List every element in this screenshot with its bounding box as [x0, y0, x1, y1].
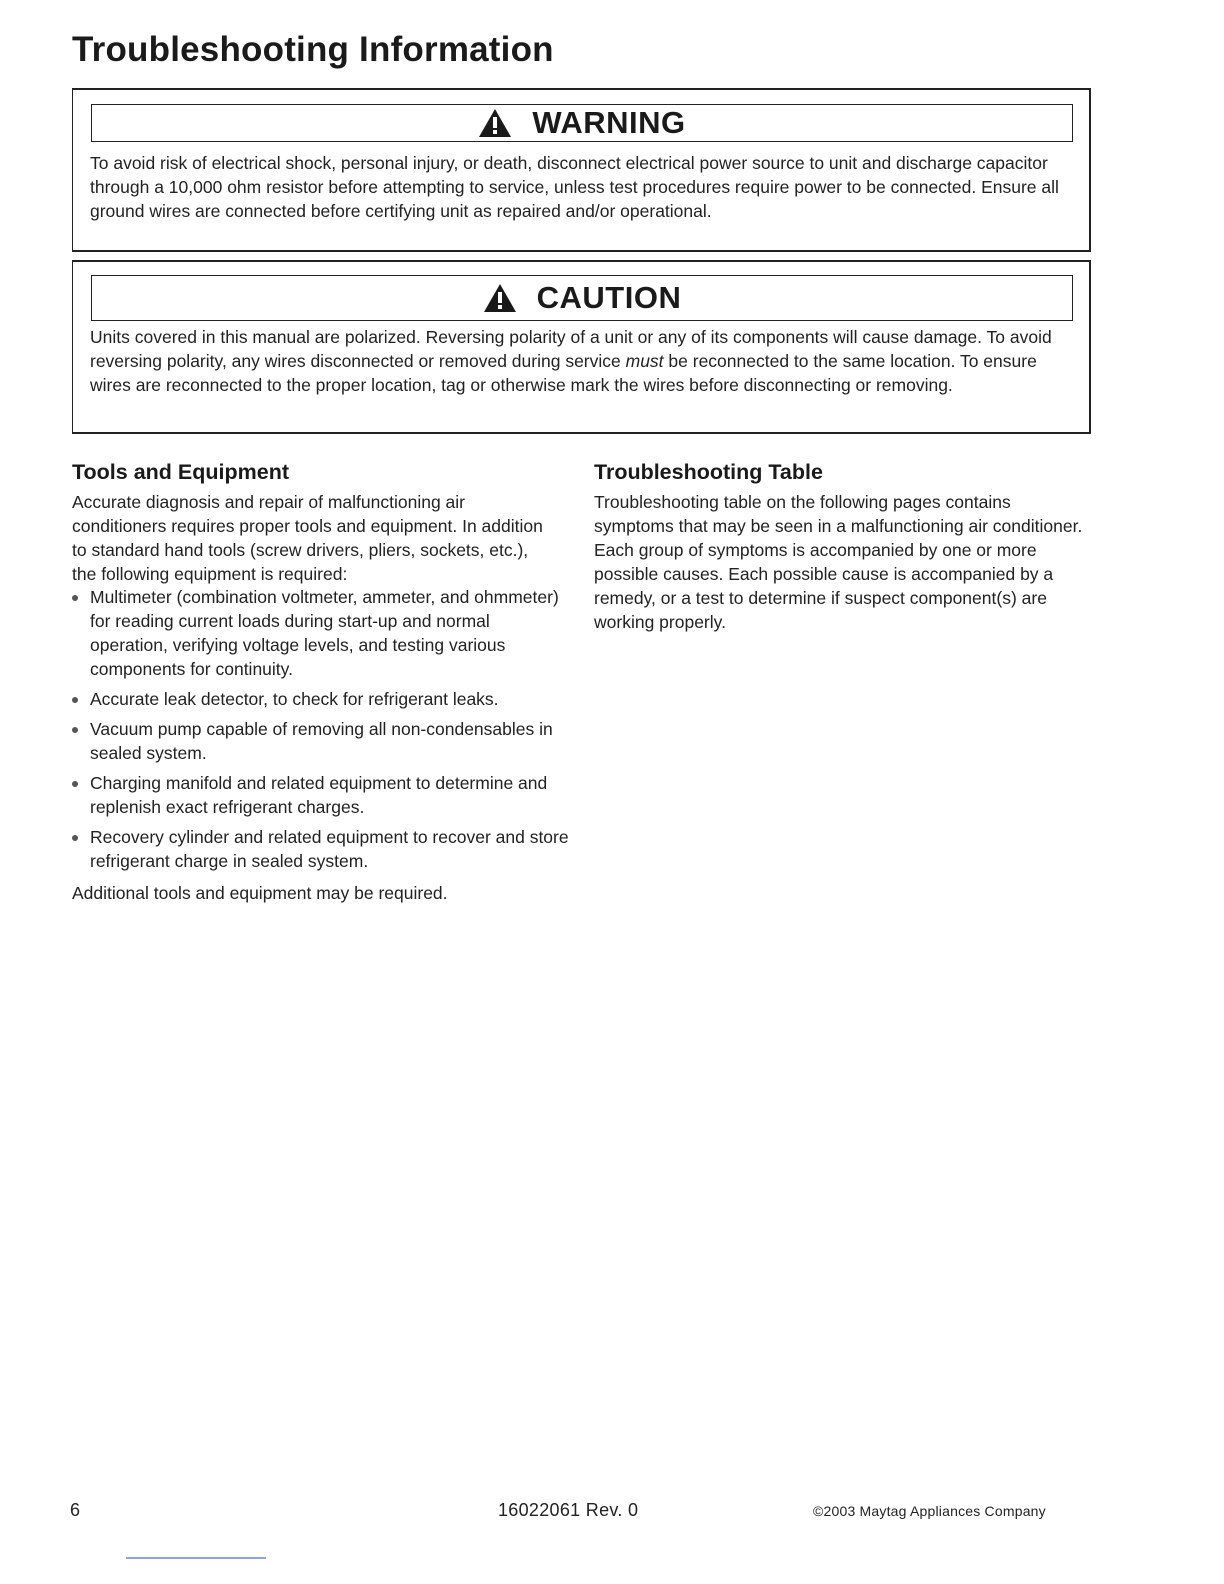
page-title: Troubleshooting Information: [72, 30, 554, 69]
caution-text: [90, 325, 1069, 397]
troubleshooting-table-title: Troubleshooting Table: [594, 460, 823, 484]
footer-rule: [126, 1557, 266, 1559]
document-number: 16022061 Rev. 0: [498, 1500, 639, 1520]
list-item: [72, 825, 572, 873]
list-item: [72, 771, 572, 819]
bullet-icon: [72, 835, 78, 841]
tools-additional-note: Additional tools and equipment may be required.: [72, 883, 448, 903]
caution-text-end: be reconnected to the same location. To ensure wires are reconnected to the proper location, tag or otherwise mark the wires before disconnecting or removing.: [90, 351, 1037, 395]
caution-text-emphasis: must: [625, 351, 664, 371]
warning-text: To avoid risk of electrical shock, personal injury, or death, disconnect electrical power source to unit and discharge capacitor through a 10,000 ohm resistor before attempting to service, unless test procedures require power to be connected. Ensure all ground wires are connected before certifying unit as repaired and/or operational.: [90, 153, 1059, 221]
list-item-text: Multimeter (combination voltmeter, ammeter, and ohmmeter) for reading current loads during start-up and normal operation, verifying voltage levels, and testing various components for continuity.: [90, 587, 559, 679]
troubleshooting-table-intro: Troubleshooting table on the following pages contains symptoms that may be seen in a malfunctioning air conditioner. Each group of symptoms is accompanied by one or more possible causes. Each possible cause is accompanied by a remedy, or a test to determine if suspect component(s) are working properly.: [594, 492, 1083, 632]
copyright-notice: ©2003 Maytag Appliances Company: [813, 1503, 1046, 1519]
list-item: [72, 687, 572, 711]
tools-list: [72, 585, 572, 879]
caution-box: [72, 260, 1091, 434]
alert-triangle-icon: [478, 108, 512, 138]
tools-intro: Accurate diagnosis and repair of malfunctioning air conditioners requires proper tools and equipment. In addition to standard hand tools (screw drivers, pliers, sockets, etc.), the following equipment is required:: [72, 492, 543, 584]
caution-heading: CAUTION: [536, 280, 682, 315]
caution-header: [91, 275, 1073, 321]
list-item-text: Charging manifold and related equipment to determine and replenish exact refrigerant charges.: [90, 773, 548, 817]
list-item: [72, 585, 572, 681]
alert-triangle-icon: [483, 283, 517, 313]
list-item-text: Vacuum pump capable of removing all non-condensables in sealed system.: [90, 719, 553, 763]
warning-heading: WARNING: [532, 105, 686, 140]
bullet-icon: [72, 781, 78, 787]
list-item-text: Accurate leak detector, to check for refrigerant leaks.: [90, 689, 499, 709]
bullet-icon: [72, 727, 78, 733]
caution-text-start: Units covered in this manual are polarized. Reversing polarity of a unit or any of its components will cause damage. To avoid reversing polarity, any wires disconnected or removed during service: [90, 327, 1052, 371]
warning-header: [91, 104, 1073, 142]
bullet-icon: [72, 595, 78, 601]
list-item-text: Recovery cylinder and related equipment to recover and store refrigerant charge in sealed system.: [90, 827, 569, 871]
tools-title: Tools and Equipment: [72, 460, 289, 484]
bullet-icon: [72, 697, 78, 703]
page-number: 6: [70, 1500, 81, 1520]
list-item: [72, 717, 572, 765]
warning-box: [72, 88, 1091, 252]
